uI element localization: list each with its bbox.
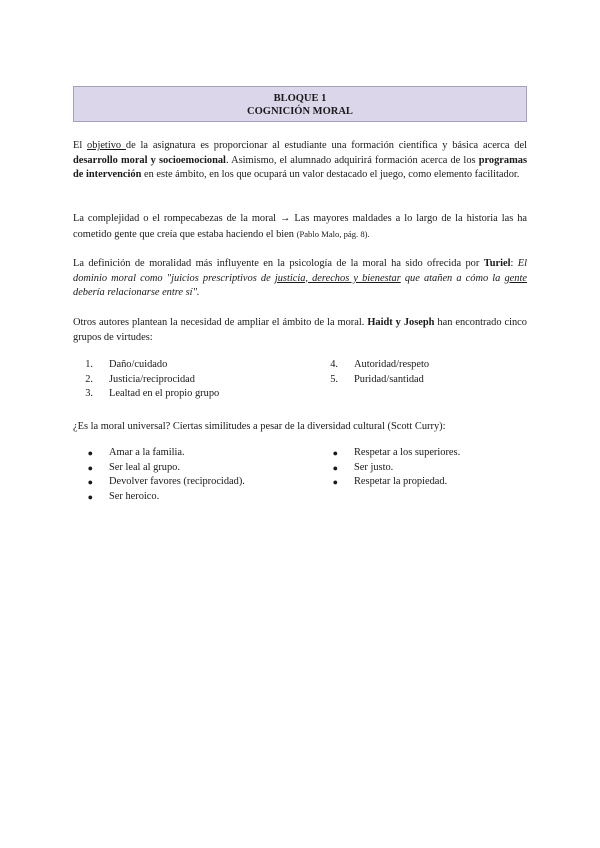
list-number: 2.: [85, 373, 93, 385]
italic-text: debería relacionarse entre sí".: [73, 287, 200, 299]
list-item: [318, 373, 429, 388]
list-number: 5.: [330, 373, 338, 385]
text: han encontrado cinco grupos de virtudes:: [73, 317, 527, 343]
text: . Asimismo, el alumnado adquirirá formación acerca de los: [225, 154, 479, 166]
text: El: [73, 140, 88, 151]
list-text: Respetar la propiedad.: [354, 476, 448, 488]
bold-text: desarrollo moral y socioemocional: [73, 154, 226, 166]
text: en este ámbito, en los que ocupará un valor destacado el juego, como elemento facilitador.: [141, 169, 520, 181]
list-text: Respetar a los superiores.: [354, 447, 461, 458]
list-item: [73, 446, 245, 461]
list-number: 1.: [85, 359, 93, 370]
list-text: Amar a la familia.: [109, 447, 185, 458]
list-item: [318, 461, 460, 476]
underlined-text: gente: [504, 272, 527, 284]
citation: (Pablo Malo, pág. 8).: [296, 228, 370, 239]
list-text: Puridad/santidad: [354, 373, 424, 385]
list-item: [73, 373, 219, 388]
list-text: Lealtad en el propio grupo: [109, 388, 220, 400]
list-text: Ser heroico.: [109, 490, 160, 502]
list-item: [318, 446, 460, 461]
paragraph-complexity: [73, 212, 527, 242]
bold-text: Turiel: [483, 258, 511, 269]
italic-text: El dominio moral como "juicios prescriptivos de: [73, 258, 527, 284]
list-item: [318, 358, 429, 373]
list-number: 3.: [85, 388, 93, 400]
underlined-text: objetivo: [87, 140, 126, 151]
paragraph-universal: ¿Es la moral universal? Ciertas similitudes a pesar de la diversidad cultural (Scott Curry):: [73, 421, 446, 432]
list-item: [73, 475, 245, 490]
block-title: COGNICIÓN MORAL: [247, 106, 353, 117]
list-text: Justicia/reciprocidad: [109, 373, 195, 385]
text: La complejidad o el rompecabezas de la moral → Las mayores maldades a lo largo de la historia las ha cometido gente que creía que estaba haciendo el bien: [73, 213, 527, 240]
paragraph-definition: [73, 257, 527, 301]
bullet-icon: ●: [87, 462, 93, 473]
list-item: [73, 387, 219, 402]
paragraph-other-authors: [73, 316, 527, 345]
underlined-text: justicia, derechos y bienestar: [274, 272, 401, 284]
list-item: [73, 490, 245, 505]
list-number: 4.: [330, 359, 338, 370]
bold-text: programas de intervención: [73, 154, 527, 181]
list-text: Devolver favores (reciprocidad).: [109, 476, 245, 488]
text: La definición de moralidad más influyente en la psicología de la moral ha sido ofrecida por: [73, 258, 484, 269]
list-text: Ser justo.: [354, 461, 394, 473]
virtues-list-left: [73, 358, 219, 402]
universal-list-right: [318, 446, 460, 490]
bullet-icon: ●: [332, 477, 338, 488]
list-item: [73, 358, 219, 373]
bullet-icon: ●: [87, 477, 93, 488]
list-text: Daño/cuidado: [109, 359, 168, 370]
text: de la asignatura es proporcionar al estudiante una formación científica y básica acerca del: [125, 140, 527, 151]
text: Otros autores plantean la necesidad de ampliar el ámbito de la moral.: [73, 317, 368, 328]
list-item: [318, 475, 460, 490]
text: :: [510, 258, 518, 269]
paragraph-objective: [73, 139, 527, 183]
bullet-icon: ●: [332, 462, 338, 473]
virtues-list-right: [318, 358, 429, 387]
block-title-box: [73, 86, 527, 122]
list-text: Autoridad/respeto: [354, 359, 430, 370]
universal-list-left: [73, 446, 245, 504]
italic-text: que atañen a cómo la: [400, 272, 505, 284]
bullet-icon: ●: [87, 448, 93, 458]
list-item: [73, 461, 245, 476]
list-text: Ser leal al grupo.: [109, 461, 180, 473]
block-number: BLOQUE 1: [273, 93, 327, 104]
bullet-icon: ●: [332, 448, 338, 458]
bullet-icon: ●: [87, 491, 93, 502]
bold-text: Haidt y Joseph: [367, 317, 435, 328]
